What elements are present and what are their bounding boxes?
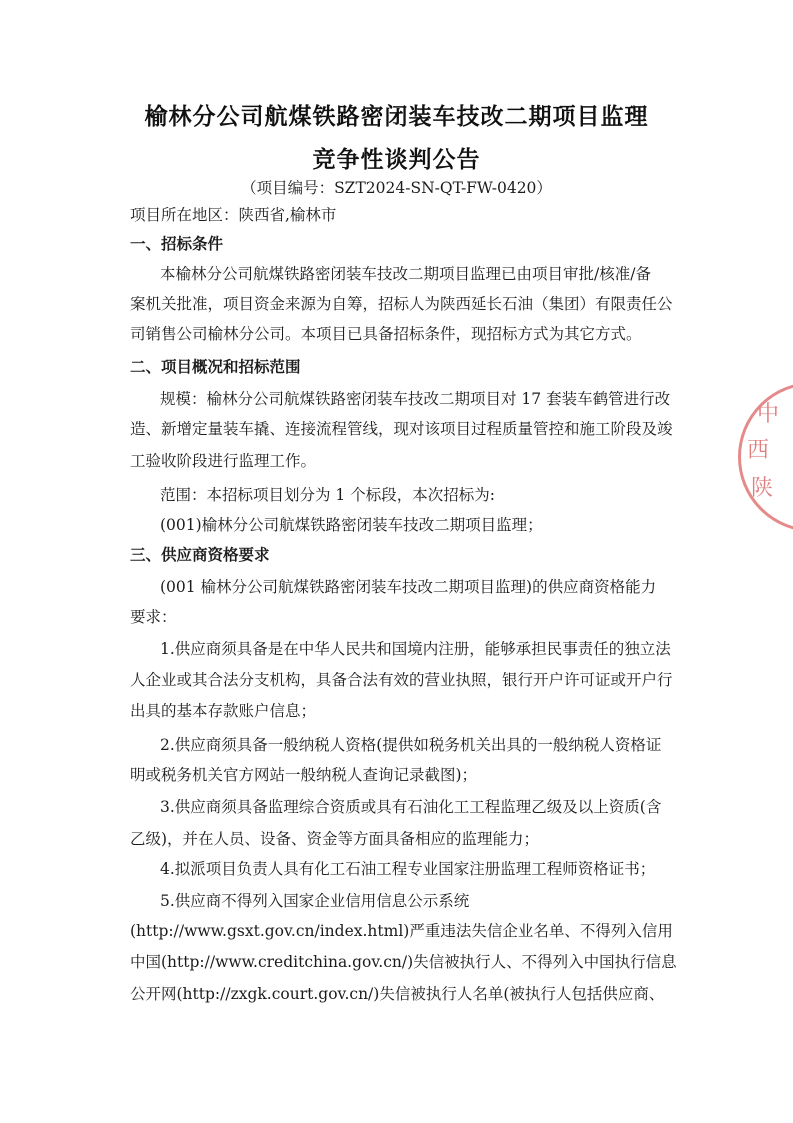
section-1-heading: 一、招标条件 <box>130 235 224 253</box>
project-number: （项目编号：SZT2024-SN-QT-FW-0420） <box>241 179 552 197</box>
requirement-5-line: 5.供应商不得列入国家企业信用信息公示系统 <box>160 892 470 910</box>
project-region: 项目所在地区：陕西省,榆林市 <box>130 206 337 224</box>
requirement-3-line: 乙级)，并在人员、设备、资金等方面具备相应的监理能力； <box>130 830 540 848</box>
requirement-2-line: 明或税务机关官方网站一般纳税人查询记录截图)； <box>130 766 478 784</box>
section-3-heading: 三、供应商资格要求 <box>130 546 270 564</box>
section-2-heading: 二、项目概况和招标范围 <box>130 358 301 376</box>
seal-char: 西 <box>747 438 770 463</box>
requirement-1-line: 出具的基本存款账户信息； <box>130 702 317 720</box>
section-2-text-line: 规模：榆林分公司航煤铁路密闭装车技改二期项目对 17 套装车鹤管进行改 <box>160 390 671 408</box>
section-1-text-line: 司销售公司榆林分公司。本项目已具备招标条件，现招标方式为其它方式。 <box>130 325 642 343</box>
section-3-intro-line: (001 榆林分公司航煤铁路密闭装车技改二期项目监理)的供应商资格能力 <box>160 578 657 596</box>
seal-char: 中 <box>757 402 780 427</box>
document-title-line1: 榆林分公司航煤铁路密闭装车技改二期项目监理 <box>144 104 649 130</box>
company-seal <box>738 382 793 532</box>
seal-char: 陕 <box>751 476 774 501</box>
requirement-3-line: 3.供应商须具备监理综合资质或具有石油化工工程监理乙级及以上资质(含 <box>160 798 662 816</box>
section-2-text-line: 造、新增定量装车撬、连接流程管线，现对该项目过程质量管控和施工阶段及竣 <box>130 420 673 438</box>
section-2-text-line: 工验收阶段进行监理工作。 <box>130 452 317 470</box>
requirement-4: 4.拟派项目负责人具有化工石油工程专业国家注册监理工程师资格证书； <box>160 860 656 878</box>
requirement-2-line: 2.供应商须具备一般纳税人资格(提供如税务机关出具的一般纳税人资格证 <box>160 736 662 754</box>
section-2-scope: 范围：本招标项目划分为 1 个标段，本次招标为: <box>160 486 495 504</box>
requirement-5-line: 中国(http://www.creditchina.gov.cn/)失信被执行人、不得列入中国执行信息 <box>130 953 677 971</box>
requirement-5-line: (http://www.gsxt.gov.cn/index.html)严重违法失信企业名单、不得列入信用 <box>130 922 673 940</box>
section-2-lot: (001)榆林分公司航煤铁路密闭装车技改二期项目监理； <box>160 516 543 534</box>
section-3-intro-line: 要求： <box>130 608 177 626</box>
section-1-text-line: 案机关批准，项目资金来源为自筹，招标人为陕西延长石油（集团）有限责任公 <box>130 295 673 313</box>
requirement-5-line: 公开网(http://zxgk.court.gov.cn/)失信被执行人名单(被执行人包括供应商、 <box>130 985 665 1003</box>
section-1-text-line: 本榆林分公司航煤铁路密闭装车技改二期项目监理已由项目审批/核准/备 <box>160 265 651 283</box>
requirement-1-line: 1.供应商须具备是在中华人民共和国境内注册，能够承担民事责任的独立法 <box>160 640 671 658</box>
requirement-1-line: 人企业或其合法分支机构，具备合法有效的营业执照，银行开户许可证或开户行 <box>130 671 673 689</box>
document-title-line2: 竞争性谈判公告 <box>312 147 481 173</box>
